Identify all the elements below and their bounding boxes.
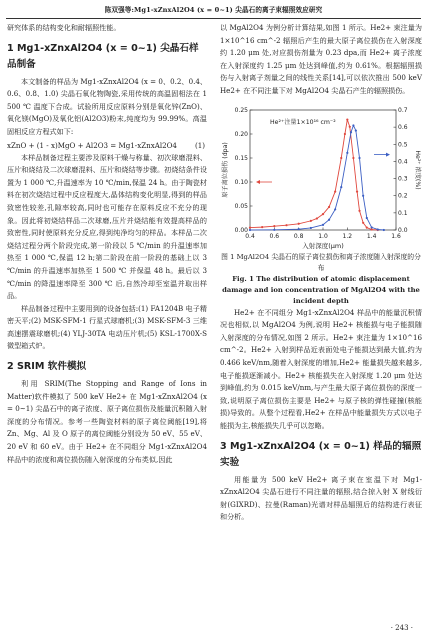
y-left-tick-label: 0.00: [234, 226, 248, 234]
data-point-conc: [366, 216, 368, 218]
data-point-dpa: [261, 226, 263, 228]
data-point-conc: [358, 156, 360, 158]
equation-number: (1): [194, 140, 205, 150]
y-right-tick-label: 0.2: [398, 192, 408, 200]
x-tick-label: 1.6: [391, 232, 401, 240]
section-heading-3: 3 Mg1-xZnxAl2O4 (x = 0~1) 样品的辐照实验: [220, 440, 422, 468]
x-tick-label: 0.6: [269, 232, 280, 240]
data-point-conc: [352, 124, 354, 126]
series-line-dpa: [250, 119, 378, 229]
y-right-tick-label: 0.1: [398, 209, 408, 217]
data-point-conc: [340, 186, 342, 188]
section-heading-2: 2 SRIM 软件模拟: [7, 361, 87, 373]
plot-frame: [250, 110, 396, 230]
figure-caption-cn: 图 1 MgAl2O4 尖晶石的原子离位损伤和离子浓度随入射深度的分布: [221, 252, 421, 272]
data-point-conc: [377, 228, 379, 230]
chart: [220, 102, 422, 252]
data-point-conc: [322, 223, 324, 225]
x-tick-label: 1.4: [366, 232, 377, 240]
page-number: · 243 ·: [390, 624, 413, 632]
x-tick-label: 0.8: [293, 232, 304, 240]
running-header: 陈双强等:Mg1-xZnxAl2O4 (x = 0~1) 尖晶石的离子束辐照效应研究: [104, 6, 323, 14]
data-point-dpa: [366, 226, 368, 228]
y-left-tick-label: 0.05: [234, 202, 248, 210]
data-point-dpa: [316, 217, 318, 219]
y-right-tick-label: 0.0: [398, 226, 408, 234]
data-point-conc: [362, 194, 364, 196]
figure-caption-en: Fig. 1 The distribution of atomic displacement damage and ion concentration of MgAl2O4 with the incident depth: [222, 274, 420, 305]
paragraph: 利用 SRIM(The Stopping and Range of Ions in Matter)软件模拟了 500 keV He2+ 在 Mg1-xZnxAl2O4 (x = 0~1) 尖晶石中的离子浓度、原子离位损伤及能量沉积随入射深度的分布情况。参考一些陶瓷材料的原子离位阈能[19],将 Zn、Mg、Al 及 O 原子的离位阈能分别设为 50 eV、55 eV、20 eV 和 60 eV。由于 He2+ 在不同组分 Mg1-xZnxAl2O4 样品中的浓度和离位损伤随入射深度的分布类似,因此: [7, 379, 207, 464]
data-point-dpa: [352, 156, 354, 158]
y-left-tick-label: 0.15: [234, 154, 248, 162]
data-point-dpa: [346, 118, 348, 120]
data-point-dpa: [249, 226, 251, 228]
paragraph: He2+ 在不同组分 Mg1-xZnxAl2O4 样品中的能量沉积情况也相似,以 MgAl2O4 为例,说明 He2+ 核能损与电子能损随入射深度的分布情况,如图 2 所示。He2+ 束注量为 1×10^16 cm^-2。He2+ 入射到样品近表面处电子能损达到最大值,约为 0.466 keV/nm,随着入射深度的增加,He2+ 能量损失越来越多,电子能损逐渐减小。He2+ 核能损失在入射深度 1.20 μm 处达到峰值,约为 0.015 keV/nm,与产生最大原子离位损伤的深度一致,说明原子离位损伤主要是 He2+ 与原子核的弹性碰撞(核能损)导致的。从整个过程看,He2+ 在样品中能量损失方式以电子能损为主,核能损失几乎可以忽略。: [220, 307, 422, 430]
data-point-dpa: [349, 125, 351, 127]
equation: [7, 139, 207, 152]
figure-1: [220, 102, 422, 252]
y-left-tick-label: 0.25: [234, 106, 248, 114]
data-point-dpa: [298, 222, 300, 224]
data-point-dpa: [310, 219, 312, 221]
data-point-dpa: [358, 209, 360, 211]
data-point-conc: [350, 131, 352, 133]
data-point-dpa: [340, 156, 342, 158]
data-point-dpa: [356, 190, 358, 192]
data-point-dpa: [273, 225, 275, 227]
data-point-conc: [334, 208, 336, 210]
header-rule: [6, 18, 421, 19]
data-point-dpa: [285, 224, 287, 226]
data-point-conc: [249, 228, 251, 230]
y-left-axis-label: 原子离位损伤 (dpa): [222, 141, 229, 198]
x-tick-label: 1.0: [318, 232, 328, 240]
y-right-tick-label: 0.3: [398, 175, 408, 183]
data-point-conc: [310, 226, 312, 228]
data-point-conc: [371, 226, 373, 228]
section-heading-1: 1 Mg1-xZnxAl2O4 (x = 0~1) 尖晶石样品制备: [7, 42, 199, 70]
paragraph: 以 MgAl2O4 为例分析计算结果,如图 1 所示。He2+ 束注量为 1×10^16 cm^-2 辐照后产生的最大原子离位损伤在入射深度约 1.20 μm 处,对应损伤剂量为 0.23 dpa,而 He2+ 离子浓度在入射深度约 1.25 μm 处达到峰值,约为 0.61%。根据辐照损伤与入射离子剂量之间的线性关系[14],可以依次推出 500 keV He2+ 在不同注量下对 MgAl2O4 尖晶石产生的辐照损伤。: [220, 23, 422, 95]
data-point-dpa: [328, 205, 330, 207]
y-right-tick-label: 0.7: [398, 106, 408, 114]
y-left-tick-label: 0.10: [234, 178, 248, 186]
data-point-conc: [346, 151, 348, 153]
y-right-tick-label: 0.6: [398, 123, 408, 131]
data-point-conc: [298, 228, 300, 230]
chart-annotation: He²⁺注量1×10¹⁶ cm⁻²: [270, 118, 336, 126]
paragraph: 研究体系的结构变化和耐辐照性能。: [7, 23, 121, 32]
y-right-tick-label: 0.4: [398, 157, 408, 165]
data-point-dpa: [371, 228, 373, 230]
y-left-tick-label: 0.20: [234, 130, 248, 138]
data-point-conc: [328, 218, 330, 220]
arrow-head-conc: [386, 152, 390, 156]
data-point-conc: [383, 228, 385, 230]
data-point-conc: [273, 228, 275, 230]
x-tick-label: 0.4: [245, 232, 255, 240]
paragraph: 本文制备的样品为 Mg1-xZnxAl2O4 (x = 0、0.2、0.4、0.6、0.8、1.0) 尖晶石氧化物陶瓷,采用传统的高温固相法在 1 500 ℃ 温度下合成。试验所用反应原料分别是氧化锌(ZnO)、氧化镁(MgO)及氧化铝(Al2O3)粉末,纯度均为 99.99%。高温固相反应方程式如下:: [7, 76, 207, 136]
data-point-dpa: [344, 132, 346, 134]
series-line-conc: [250, 125, 384, 230]
x-axis-label: 入射深度(μm): [302, 241, 344, 250]
left-column: [7, 22, 207, 466]
arrow-head-dpa: [256, 180, 260, 184]
right-column: [220, 22, 422, 524]
data-point-conc: [355, 129, 357, 131]
x-tick-label: 1.2: [342, 232, 353, 240]
paragraph: 用能量为 500 keV He2+ 离子束在室温下对 Mg1-xZnxAl2O4 尖晶石进行不同注量的辐照,结合掠入射 X 射线衍射(GIXRD)、拉曼(Raman)光谱对样品辐照后的结构进行表征和分析。: [220, 474, 422, 522]
data-point-dpa: [334, 190, 336, 192]
data-point-dpa: [362, 221, 364, 223]
y-right-axis-label: He²⁺ 浓度(%): [414, 149, 421, 190]
paragraph: 样品制备过程中主要用到的设备包括:(1) FA1204B 电子精密天平;(2) MSK-SFM-1 行星式球磨机;(3) MSK-SFM-3 三维高速摆震球磨机;(4) YLJ-30TA 电动压片机;(5) KSL-1700X-S 微型箱式炉。: [7, 303, 207, 351]
paragraph: 本样品制备过程主要涉及原料干燥与称量、初次球磨混料、压片和烧结及二次球磨混料、压片和烧结等步骤。初烧结条件设置为 1 000 ℃,升温速率为 10 ℃/min,保温 24 h。由于陶瓷材料在初次烧结过程中反应程度大,晶体结构变化明显,得到的样品致密性较差,孔隙率较高,同时也可能存在原料反应不充分的现象。因此将初烧结样品二次球磨,压片并烧结能有效提高样品的致密性,同时使原料充分反应,得到纯净均匀的样品。本样品二次烧结过程分两个阶段完成,第一阶段以 5 ℃/min 的升温速率加热至 1 000 ℃,保温 12 h;第二阶段在前一阶段的基础上以 3 ℃/min 的升温速率加热至 1 500 ℃ 并保温 48 h。最后以 3 ℃/min 的降温速率降至 300 ℃ 后,自然冷却至室温并取出样品。: [7, 152, 207, 301]
y-right-tick-label: 0.5: [398, 140, 408, 148]
equation-body: xZnO + (1 - x)MgO + Al2O3 = Mg1-xZnxAl2O4: [7, 140, 177, 150]
data-point-dpa: [322, 213, 324, 215]
